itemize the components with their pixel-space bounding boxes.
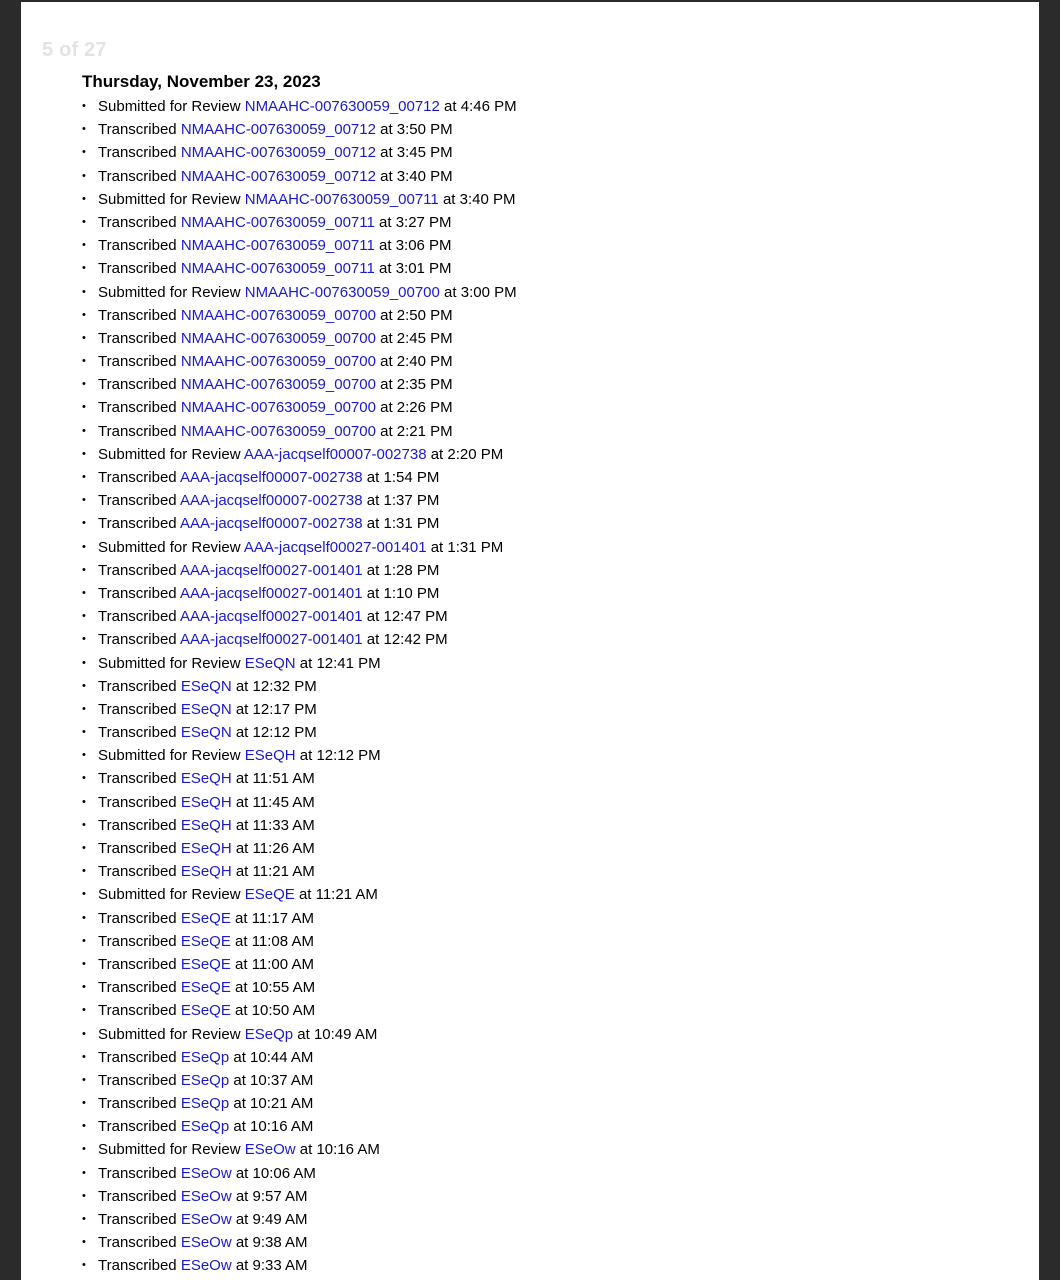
activity-item — [82, 767, 517, 790]
bullet-icon: • — [82, 424, 86, 437]
item-link[interactable]: AAA-jacqself00027-001401 — [179, 631, 363, 649]
activity-item — [82, 188, 517, 211]
item-link[interactable]: NMAAHC-007630059_00700 — [180, 353, 376, 371]
activity-action: Transcribed — [98, 1071, 177, 1089]
activity-item — [82, 860, 517, 883]
activity-action: Transcribed — [98, 1234, 177, 1252]
activity-item — [82, 791, 517, 814]
activity-action: Transcribed — [98, 631, 177, 649]
activity-item — [82, 420, 517, 443]
bullet-icon: • — [82, 934, 86, 947]
bullet-icon: • — [82, 586, 86, 599]
item-link[interactable]: NMAAHC-007630059_00700 — [244, 283, 440, 301]
item-link[interactable]: NMAAHC-007630059_00711 — [180, 237, 375, 255]
activity-time: at 9:49 AM — [235, 1211, 308, 1228]
activity-action: Transcribed — [98, 353, 177, 371]
activity-time: at 12:41 PM — [299, 654, 381, 672]
activity-item — [82, 466, 517, 489]
item-link[interactable]: ESeQN — [244, 654, 296, 672]
bullet-icon: • — [82, 192, 86, 205]
activity-action: Transcribed — [98, 237, 177, 255]
bullet-icon: • — [82, 888, 86, 901]
activity-action: Transcribed — [98, 909, 177, 927]
activity-item — [82, 744, 517, 767]
bullet-icon: • — [82, 100, 86, 112]
activity-time: at 1:28 PM — [366, 561, 440, 579]
activity-time: at 3:27 PM — [379, 213, 452, 231]
activity-time: at 11:17 AM — [235, 909, 314, 927]
bullet-icon: • — [82, 378, 86, 391]
bullet-icon: • — [82, 1236, 86, 1249]
item-link[interactable]: NMAAHC-007630059_00711 — [180, 213, 375, 231]
bullet-icon: • — [82, 285, 86, 298]
activity-time: at 9:38 AM — [235, 1234, 308, 1252]
bullet-icon: • — [82, 1004, 86, 1017]
bullet-icon: • — [82, 749, 86, 762]
activity-time: at 10:50 AM — [235, 1002, 316, 1020]
item-link[interactable]: ESeQE — [180, 979, 231, 997]
bullet-icon: • — [82, 262, 86, 275]
activity-action: Transcribed — [98, 329, 177, 347]
activity-action: Transcribed — [98, 863, 177, 881]
item-link[interactable]: ESeQH — [180, 793, 232, 811]
activity-action: Transcribed — [98, 1211, 177, 1228]
bullet-icon: • — [82, 447, 86, 460]
activity-item — [82, 1208, 517, 1231]
item-link[interactable]: ESeQH — [180, 770, 232, 788]
item-link[interactable]: ESeQp — [180, 1048, 230, 1066]
activity-time: at 10:16 AM — [233, 1118, 314, 1136]
item-link[interactable]: NMAAHC-007630059_00700 — [180, 422, 376, 440]
bullet-icon: • — [82, 981, 86, 994]
activity-action: Transcribed — [98, 260, 177, 278]
page-indicator: 5 of 27 — [42, 39, 107, 61]
activity-item — [82, 628, 517, 651]
item-link[interactable]: ESeQH — [244, 747, 296, 765]
bullet-icon: • — [82, 1259, 86, 1272]
item-link[interactable]: ESeQE — [180, 955, 231, 973]
bullet-icon: • — [82, 494, 86, 507]
item-link[interactable]: ESeQN — [180, 700, 232, 718]
item-link[interactable]: ESeOw — [244, 1141, 296, 1159]
activity-action: Transcribed — [98, 724, 177, 742]
bullet-icon: • — [82, 1143, 86, 1156]
item-link[interactable]: AAA-jacqself00027-001401 — [179, 561, 363, 579]
bullet-icon: • — [82, 795, 86, 808]
activity-item — [82, 536, 517, 559]
item-link[interactable]: NMAAHC-007630059_00700 — [180, 329, 376, 347]
item-link[interactable]: ESeQE — [180, 932, 231, 950]
activity-action: Submitted for Review — [98, 283, 241, 301]
activity-action: Transcribed — [98, 167, 177, 185]
bullet-icon: • — [82, 1189, 86, 1202]
activity-time: at 3:40 PM — [442, 190, 516, 208]
item-link[interactable]: ESeQE — [180, 909, 231, 927]
activity-time: at 12:12 PM — [235, 724, 317, 742]
activity-time: at 11:21 AM — [235, 863, 315, 881]
item-link[interactable]: ESeOw — [180, 1257, 232, 1275]
activity-time: at 10:37 AM — [233, 1071, 314, 1089]
item-link[interactable]: NMAAHC-007630059_00712 — [180, 167, 376, 185]
activity-time: at 2:21 PM — [380, 422, 453, 440]
bullet-icon: • — [82, 1027, 86, 1040]
bullet-icon: • — [82, 471, 86, 483]
activity-action: Transcribed — [98, 376, 177, 394]
activity-action: Transcribed — [98, 1164, 177, 1182]
activity-item — [82, 1046, 517, 1069]
item-link[interactable]: ESeQH — [180, 863, 232, 881]
activity-time: at 1:31 PM — [366, 515, 440, 533]
item-link[interactable]: ESeOw — [180, 1234, 232, 1252]
activity-item — [82, 675, 517, 698]
bullet-icon: • — [82, 146, 86, 159]
activity-item — [82, 327, 517, 350]
activity-item — [82, 930, 517, 953]
activity-time: at 3:50 PM — [380, 121, 453, 139]
activity-time: at 1:31 PM — [430, 538, 504, 556]
item-link[interactable]: NMAAHC-007630059_00711 — [180, 260, 375, 278]
bullet-icon: • — [82, 726, 86, 739]
activity-item — [82, 95, 517, 118]
activity-action: Transcribed — [98, 770, 177, 788]
bullet-icon: • — [82, 239, 86, 252]
activity-action: Transcribed — [98, 584, 177, 602]
item-link[interactable]: ESeQp — [180, 1118, 230, 1136]
activity-item — [82, 721, 517, 744]
item-link[interactable]: NMAAHC-007630059_00711 — [244, 190, 439, 208]
activity-action: Transcribed — [98, 1048, 177, 1066]
activity-item — [82, 582, 517, 605]
bullet-icon: • — [82, 169, 86, 182]
activity-action: Transcribed — [98, 793, 177, 811]
bullet-icon: • — [82, 772, 86, 785]
item-link[interactable]: AAA-jacqself00007-002738 — [243, 445, 427, 463]
bullet-icon: • — [82, 702, 86, 715]
activity-item — [82, 976, 517, 999]
activity-item — [82, 281, 517, 304]
document-page — [21, 2, 1039, 1280]
activity-time: at 10:44 AM — [233, 1048, 314, 1066]
item-link[interactable]: ESeQE — [244, 886, 295, 904]
activity-item — [82, 814, 517, 837]
activity-item — [82, 512, 517, 535]
item-link[interactable]: NMAAHC-007630059_00700 — [180, 306, 376, 324]
activity-action: Transcribed — [98, 840, 177, 857]
bullet-icon: • — [82, 911, 86, 924]
activity-item — [82, 1069, 517, 1092]
activity-item — [82, 165, 517, 188]
item-link[interactable]: ESeQp — [244, 1025, 294, 1043]
activity-item — [82, 559, 517, 582]
activity-time: at 11:21 AM — [298, 886, 378, 904]
item-link[interactable]: AAA-jacqself00027-001401 — [243, 538, 427, 556]
item-link[interactable]: AAA-jacqself00007-002738 — [179, 469, 363, 486]
activity-action: Transcribed — [98, 955, 177, 973]
activity-action: Submitted for Review — [98, 190, 241, 208]
activity-item — [82, 1092, 517, 1115]
activity-time: at 2:26 PM — [380, 399, 453, 417]
activity-action: Transcribed — [98, 561, 177, 579]
activity-time: at 4:46 PM — [444, 98, 517, 115]
activity-time: at 2:50 PM — [380, 306, 453, 324]
bullet-icon: • — [82, 563, 86, 576]
activity-time: at 1:54 PM — [366, 469, 440, 486]
activity-time: at 11:00 AM — [235, 955, 314, 973]
activity-time: at 12:42 PM — [366, 631, 448, 649]
activity-action: Submitted for Review — [98, 654, 241, 672]
activity-action: Transcribed — [98, 677, 177, 695]
activity-time: at 12:12 PM — [299, 747, 381, 765]
activity-action: Submitted for Review — [98, 98, 241, 115]
activity-item — [82, 373, 517, 396]
activity-action: Transcribed — [98, 422, 177, 440]
activity-time: at 11:33 AM — [235, 816, 315, 834]
activity-action: Transcribed — [98, 213, 177, 231]
activity-item — [82, 257, 517, 280]
activity-time: at 12:32 PM — [235, 677, 317, 695]
activity-item — [82, 953, 517, 976]
activity-time: at 12:17 PM — [235, 700, 317, 718]
activity-action: Transcribed — [98, 306, 177, 324]
activity-time: at 3:00 PM — [444, 283, 517, 301]
date-heading: Thursday, November 23, 2023 — [82, 72, 321, 91]
activity-action: Transcribed — [98, 399, 177, 417]
activity-item — [82, 1185, 517, 1208]
activity-item — [82, 1254, 517, 1277]
bullet-icon: • — [82, 1073, 86, 1086]
activity-action: Transcribed — [98, 932, 177, 950]
item-link[interactable]: NMAAHC-007630059_00700 — [180, 376, 376, 394]
bullet-icon: • — [82, 1213, 86, 1225]
activity-time: at 10:21 AM — [233, 1095, 314, 1113]
item-link[interactable]: AAA-jacqself00027-001401 — [179, 584, 363, 602]
item-link[interactable]: AAA-jacqself00007-002738 — [179, 515, 363, 533]
activity-time: at 12:47 PM — [366, 608, 448, 626]
activity-item — [82, 234, 517, 257]
bullet-icon: • — [82, 401, 86, 414]
activity-item — [82, 652, 517, 675]
bullet-icon: • — [82, 633, 86, 646]
item-link[interactable]: AAA-jacqself00007-002738 — [179, 492, 363, 510]
activity-item — [82, 1023, 517, 1046]
activity-action: Transcribed — [98, 1095, 177, 1113]
bullet-icon: • — [82, 610, 86, 623]
bullet-icon: • — [82, 1097, 86, 1110]
bullet-icon: • — [82, 818, 86, 831]
activity-action: Transcribed — [98, 1187, 177, 1205]
activity-action: Transcribed — [98, 1002, 177, 1020]
activity-time: at 9:33 AM — [235, 1257, 308, 1275]
bullet-icon: • — [82, 656, 86, 669]
activity-item — [82, 118, 517, 141]
activity-action: Transcribed — [98, 1118, 177, 1136]
bullet-icon: • — [82, 215, 86, 228]
activity-time: at 2:35 PM — [380, 376, 453, 394]
activity-item — [82, 211, 517, 234]
activity-time: at 10:16 AM — [299, 1141, 380, 1159]
activity-action: Transcribed — [98, 700, 177, 718]
activity-item — [82, 489, 517, 512]
activity-item — [82, 698, 517, 721]
activity-action: Transcribed — [98, 608, 177, 626]
item-link[interactable]: NMAAHC-007630059_00712 — [180, 144, 376, 162]
bullet-icon: • — [82, 1120, 86, 1133]
activity-time: at 10:06 AM — [235, 1164, 316, 1182]
activity-item — [82, 1138, 517, 1161]
activity-item — [82, 907, 517, 930]
bullet-icon: • — [82, 1050, 86, 1063]
activity-time: at 11:08 AM — [235, 932, 314, 950]
activity-time: at 1:10 PM — [366, 584, 440, 602]
activity-item — [82, 141, 517, 164]
item-link[interactable]: ESeQH — [180, 840, 232, 857]
activity-action: Transcribed — [98, 515, 177, 533]
bullet-icon: • — [82, 517, 86, 530]
activity-action: Submitted for Review — [98, 1025, 241, 1043]
item-link[interactable]: ESeOw — [180, 1187, 232, 1205]
item-link[interactable]: ESeQH — [180, 816, 232, 834]
activity-action: Transcribed — [98, 979, 177, 997]
item-link[interactable]: ESeQE — [180, 1002, 231, 1020]
activity-item — [82, 304, 517, 327]
activity-item — [82, 999, 517, 1022]
activity-time: at 9:57 AM — [235, 1187, 308, 1205]
activity-action: Submitted for Review — [98, 886, 241, 904]
activity-action: Submitted for Review — [98, 1141, 241, 1159]
activity-action: Transcribed — [98, 469, 177, 486]
item-link[interactable]: NMAAHC-007630059_00712 — [180, 121, 376, 139]
activity-item — [82, 350, 517, 373]
item-link[interactable]: NMAAHC-007630059_00712 — [244, 98, 440, 115]
item-link[interactable]: ESeOw — [180, 1211, 232, 1228]
activity-action: Submitted for Review — [98, 538, 241, 556]
activity-time: at 11:51 AM — [235, 770, 315, 788]
activity-time: at 3:40 PM — [380, 167, 453, 185]
activity-item — [82, 1115, 517, 1138]
activity-time: at 3:06 PM — [379, 237, 452, 255]
activity-action: Transcribed — [98, 1257, 177, 1275]
item-link[interactable]: AAA-jacqself00027-001401 — [179, 608, 363, 626]
activity-item — [82, 1162, 517, 1185]
item-link[interactable]: ESeOw — [180, 1164, 232, 1182]
activity-item — [82, 443, 517, 466]
activity-time: at 3:45 PM — [380, 144, 453, 162]
bullet-icon: • — [82, 679, 86, 692]
activity-time: at 11:26 AM — [235, 840, 315, 857]
activity-action: Transcribed — [98, 816, 177, 834]
activity-time: at 10:49 AM — [297, 1025, 378, 1043]
bullet-icon: • — [82, 540, 86, 553]
activity-action: Submitted for Review — [98, 747, 241, 765]
bullet-icon: • — [82, 355, 86, 368]
item-link[interactable]: ESeQN — [180, 677, 232, 695]
item-link[interactable]: ESeQN — [180, 724, 232, 742]
bullet-icon: • — [82, 123, 86, 136]
activity-list — [82, 95, 517, 1278]
activity-action: Transcribed — [98, 121, 177, 139]
activity-item — [82, 605, 517, 628]
bullet-icon: • — [82, 308, 86, 321]
activity-item — [82, 837, 517, 860]
activity-time: at 2:45 PM — [380, 329, 453, 347]
activity-item — [82, 396, 517, 419]
item-link[interactable]: NMAAHC-007630059_00700 — [180, 399, 376, 417]
activity-time: at 2:40 PM — [380, 353, 453, 371]
activity-action: Submitted for Review — [98, 445, 241, 463]
activity-time: at 1:37 PM — [366, 492, 440, 510]
bullet-icon: • — [82, 957, 86, 970]
bullet-icon: • — [82, 865, 86, 878]
activity-action: Transcribed — [98, 144, 177, 162]
activity-time: at 2:20 PM — [430, 445, 504, 463]
item-link[interactable]: ESeQp — [180, 1071, 230, 1089]
activity-item — [82, 883, 517, 906]
activity-time: at 10:55 AM — [235, 979, 316, 997]
bullet-icon: • — [82, 1166, 86, 1179]
bullet-icon: • — [82, 842, 86, 854]
activity-time: at 11:45 AM — [235, 793, 315, 811]
activity-action: Transcribed — [98, 492, 177, 510]
activity-time: at 3:01 PM — [379, 260, 452, 278]
bullet-icon: • — [82, 331, 86, 344]
item-link[interactable]: ESeQp — [180, 1095, 230, 1113]
activity-item — [82, 1231, 517, 1254]
